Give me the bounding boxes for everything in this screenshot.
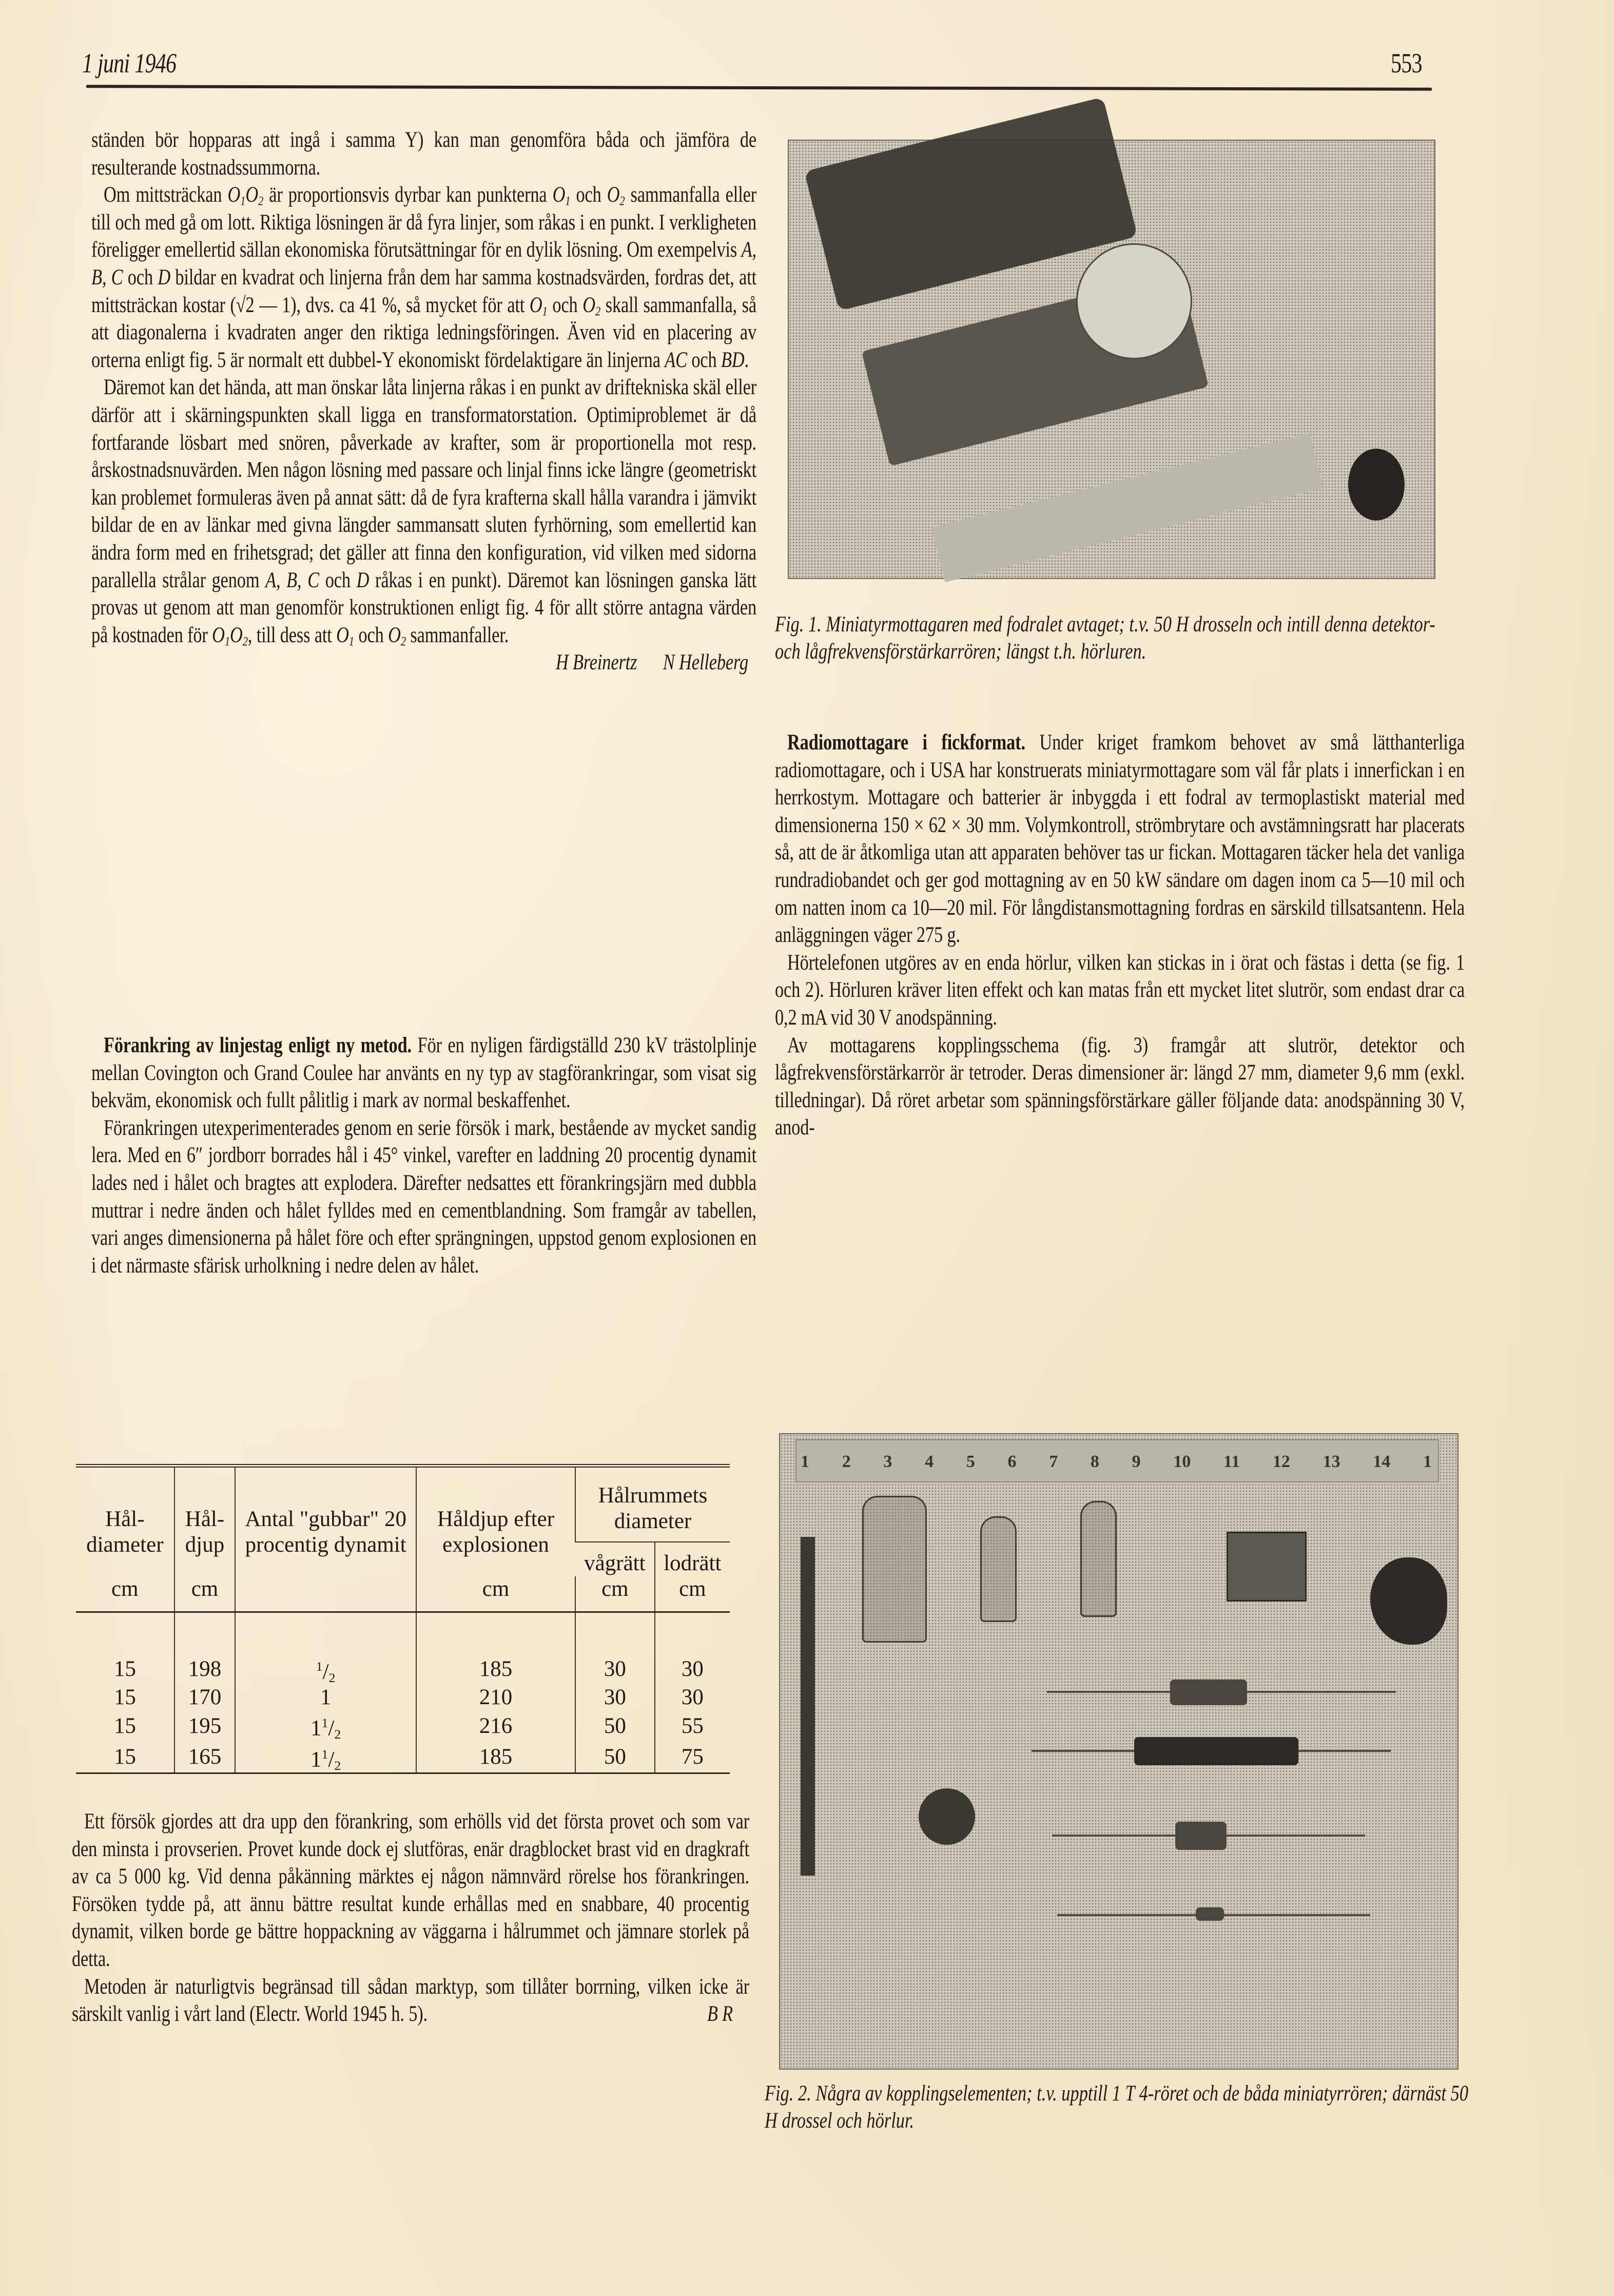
header-rule bbox=[86, 85, 1432, 90]
table-row: 15 165 $1^1/_2$ 185 50 75 bbox=[76, 1742, 730, 1773]
tube-1t4 bbox=[862, 1496, 927, 1643]
antenna-rod bbox=[801, 1537, 815, 1876]
component bbox=[1196, 1907, 1224, 1921]
anchoring-signature: B R bbox=[707, 2002, 733, 2027]
anchoring-continued bbox=[72, 1808, 749, 2028]
earpiece bbox=[1348, 449, 1405, 520]
radio-paragraph-3: Av mottagarens kopplingsschema (fig. 3) framgår att slutrör, detektor och lågfrekvensförstärkarrör är tetroder. Deras dimensioner är: längd 27 mm, diameter 9,6 mm (exkl. tilledningar). Då röret arbetar som spänningsförstärkare gäller följande data: anodspänning 30 V, anod- bbox=[775, 1033, 1465, 1140]
header-hal-djup: Hål-djup bbox=[174, 1466, 236, 1577]
intro-paragraph-1: ständen bör hopparas att ingå i samma Y) kan man genomföra båda och jämföra de resulterande kostnadssummorna. bbox=[91, 128, 756, 180]
article-anchoring bbox=[91, 1032, 756, 1279]
unit-cm: cm bbox=[575, 1576, 655, 1612]
miniature-tube-2 bbox=[1080, 1501, 1117, 1617]
header-lodratt: lodrätt bbox=[655, 1542, 730, 1576]
radio-title: Radiomottagare i fickformat. bbox=[787, 730, 1025, 755]
anchoring-paragraph-3: Ett försök gjordes att dra upp den förankring, som erhölls vid det första provet och som var den minsta i provserien. Provet kunde dock ej slutföras, enär dragblocket brast vid en dragkraft av ca 5 000 kg. Vid denna påkänning märktes ej någon nämnvärd rörelse hos förankringen. Försöken tydde på, att ännu bättre resultat kunde erhållas med en snabbare, 40 procentig dynamit, vilken borde ge bättre hoppackning av väggarna i hålrummet och jämnare storlek på detta. bbox=[72, 1809, 749, 1971]
article-radio bbox=[775, 729, 1465, 1142]
choke-50h bbox=[1227, 1532, 1307, 1602]
anchoring-paragraph-1: Förankring av linjestag enligt ny metod. För en nyligen färdigställd 230 kV trästolplinje mellan Covington och Grand Coulee har använts en ny typ av stagförankringar, som visat sig bekväm, ekonomisk och fullt pålitlig i mark av normal beskaffenhet. bbox=[91, 1033, 756, 1113]
header-vagratt: vågrätt bbox=[575, 1542, 655, 1576]
earpiece bbox=[1370, 1557, 1447, 1645]
table-row: 15 195 $1^1/_2$ 216 50 55 bbox=[76, 1710, 730, 1741]
table-row: 15 198 $^1/_2$ 185 30 30 bbox=[76, 1654, 730, 1685]
left-column-intro bbox=[91, 126, 756, 677]
figure-2-photo bbox=[779, 1433, 1459, 2070]
radio-paragraph-2: Hörtelefonen utgöres av en enda hörlur, vilken kan stickas in i örat och fästas i detta (se fig. 1 och 2). Hörluren kräver liten effekt och kan matas från ett mycket litet slutrör, som endast drar ca 0,2 mA vid 30 V anodspänning. bbox=[775, 950, 1465, 1030]
header-hal-diameter: Hål-diameter bbox=[86, 1507, 164, 1557]
page-number: 553 bbox=[1391, 48, 1422, 79]
intro-paragraph-3: Däremot kan det hända, att man önskar låta linjerna råkas i en punkt av driftekniska skäl eller därför att i skärningspunkten skall ligga en transformatorstation. Optimiproblemet är då fortfarande lösbart med snören, påverkade av krafter, som är proportionella mot resp. årskostnadsnuvärden. Men någon lösning med passare och linjal finns icke längre (geometriskt kan problemet formuleras även på annat sätt: då de fyra krafterna skall hålla varandra i jämvikt bildar de en av länkar med givna längder sammansatt sluten fyrhörning, som emellertid kan ändra form med en frihetsgrad; det gäller att finna den konfiguration, vid vilken med sidorna parallella strålar genom A, B, C och D råkas i en punkt). Däremot kan lösningen ganska lätt provas ut genom att man genomför konstruktionen enligt fig. 4 för allt större antagna värden på kostnaden för $O_1O_2$, till dess att $O_1$ och $O_2$ sammanfaller. bbox=[91, 375, 756, 649]
anchoring-paragraph-4: Metoden är naturligtvis begränsad till sådan marktyp, som tillåter borrning, vilken icke är särskilt vanlig i vårt land (Electr. World 1945 h. 5). B R bbox=[72, 1973, 749, 2028]
potentiometer bbox=[919, 1788, 975, 1845]
unit-cm: cm bbox=[174, 1576, 236, 1612]
component bbox=[1134, 1737, 1298, 1765]
unit-empty bbox=[235, 1576, 416, 1612]
issue-date: 1 juni 1946 bbox=[82, 48, 177, 79]
miniature-tube-1 bbox=[980, 1516, 1017, 1622]
unit-cm: cm bbox=[655, 1576, 730, 1612]
ruler-ticks: 1 2 3 4 5 6 7 8 9 10 11 12 13 14 1 bbox=[801, 1452, 1432, 1471]
component bbox=[1170, 1680, 1247, 1705]
header-haldjup-efter: Håldjup efter explosionen bbox=[416, 1466, 575, 1577]
table-row: 15 170 1 210 30 30 bbox=[76, 1685, 730, 1710]
intro-paragraph-2: Om mittsträckan $O_1O_2$ är proportionsvis dyrbar kan punkterna $O_1$ och $O_2$ sammanfalla eller till och med gå om lott. Riktiga lösningen är då fyra linjer, som råkas i en punkt. I verkligheten föreligger emellertid sällan ekonomiska förutsättningar för en dylik lösning. Om exempelvis A, B, C och D bildar en kvadrat och linjerna från dem har samma kostnadsvärden, fordras det, att mittsträckan kostar (√2 — 1), dvs. ca 41 %, så mycket för att $O_1$ och $O_2$ skall sammanfalla, så att diagonalerna i kvadraten anger den riktiga ledningsföringen. Även vid en placering av orterna enligt fig. 5 är normalt ett dubbel-Y ekonomiskt fördelaktigare än linjerna AC och BD. bbox=[91, 183, 756, 372]
ruler bbox=[931, 433, 1324, 583]
figure-1-photo bbox=[788, 140, 1435, 579]
tuning-dial bbox=[1076, 243, 1192, 359]
component bbox=[1175, 1822, 1227, 1850]
figure-2-caption: Fig. 2. Några av kopplingselementen; t.v. upptill 1 T 4-röret och de båda miniatyrrören; därnäst 50 H drossel och hörlur. bbox=[765, 2081, 1469, 2133]
header-halrummets-diameter: Hålrummets diameter bbox=[575, 1466, 730, 1542]
unit-cm: cm bbox=[416, 1576, 575, 1612]
intro-signature: H Breinertz N Helleberg bbox=[555, 650, 748, 675]
anchoring-paragraph-2: Förankringen utexperimenterades genom en serie försök i mark, bestående av mycket sandig lera. Med en 6″ jordborr borrades hål i 45° vinkel, varefter en laddning 20 procentig dynamit lades ned i hålet och bragtes att explodera. Därefter nedsattes ett förankringsjärn med dubbla muttrar i nedre änden och hålet fylldes med en cementblandning. Som framgår av tabellen, vari anges dimensionerna på hålet före och efter sprängningen, uppstod genom explosionen en i det närmaste sfärisk urholkning i nedre delen av hålet. bbox=[91, 1115, 756, 1278]
figure-1-caption: Fig. 1. Miniatyrmottagaren med fodralet avtaget; t.v. 50 H drosseln och intill denna detektor- och lågfrekvensförstärkarrören; längst t.h. hörluren. bbox=[775, 612, 1435, 664]
radio-paragraph-1: Radiomottagare i fickformat. Under kriget framkom behovet av små lätthanterliga radiomottagare, och i USA har konstruerats miniatyrmottagare som väl får plats i innerfickan i en herrkostym. Mottagare och batterier är inbyggda i ett fodral av termoplastiskt material med dimensionerna 150 × 62 × 30 mm. Volymkontroll, strömbrytare och avstämningsratt har placerats så, att de är åtkomliga utan att apparaten behöver tas ur fickan. Mottagaren täcker hela det vanliga rundradiobandet och ger god mottagning av en 50 kW sändare om dagen inom ca 5—10 mil och om natten inom ca 10—20 mil. För långdistansmottagning fordras en särskild tillsatsantenn. Hela anläggningen väger 275 g. bbox=[775, 730, 1465, 948]
unit-cm: cm bbox=[76, 1576, 174, 1612]
header-antal: Antal "gubbar" 20 procentig dynamit bbox=[235, 1466, 416, 1577]
dynamite-test-table bbox=[76, 1464, 730, 1774]
anchoring-title: Förankring av linjestag enligt ny metod. bbox=[104, 1033, 412, 1057]
